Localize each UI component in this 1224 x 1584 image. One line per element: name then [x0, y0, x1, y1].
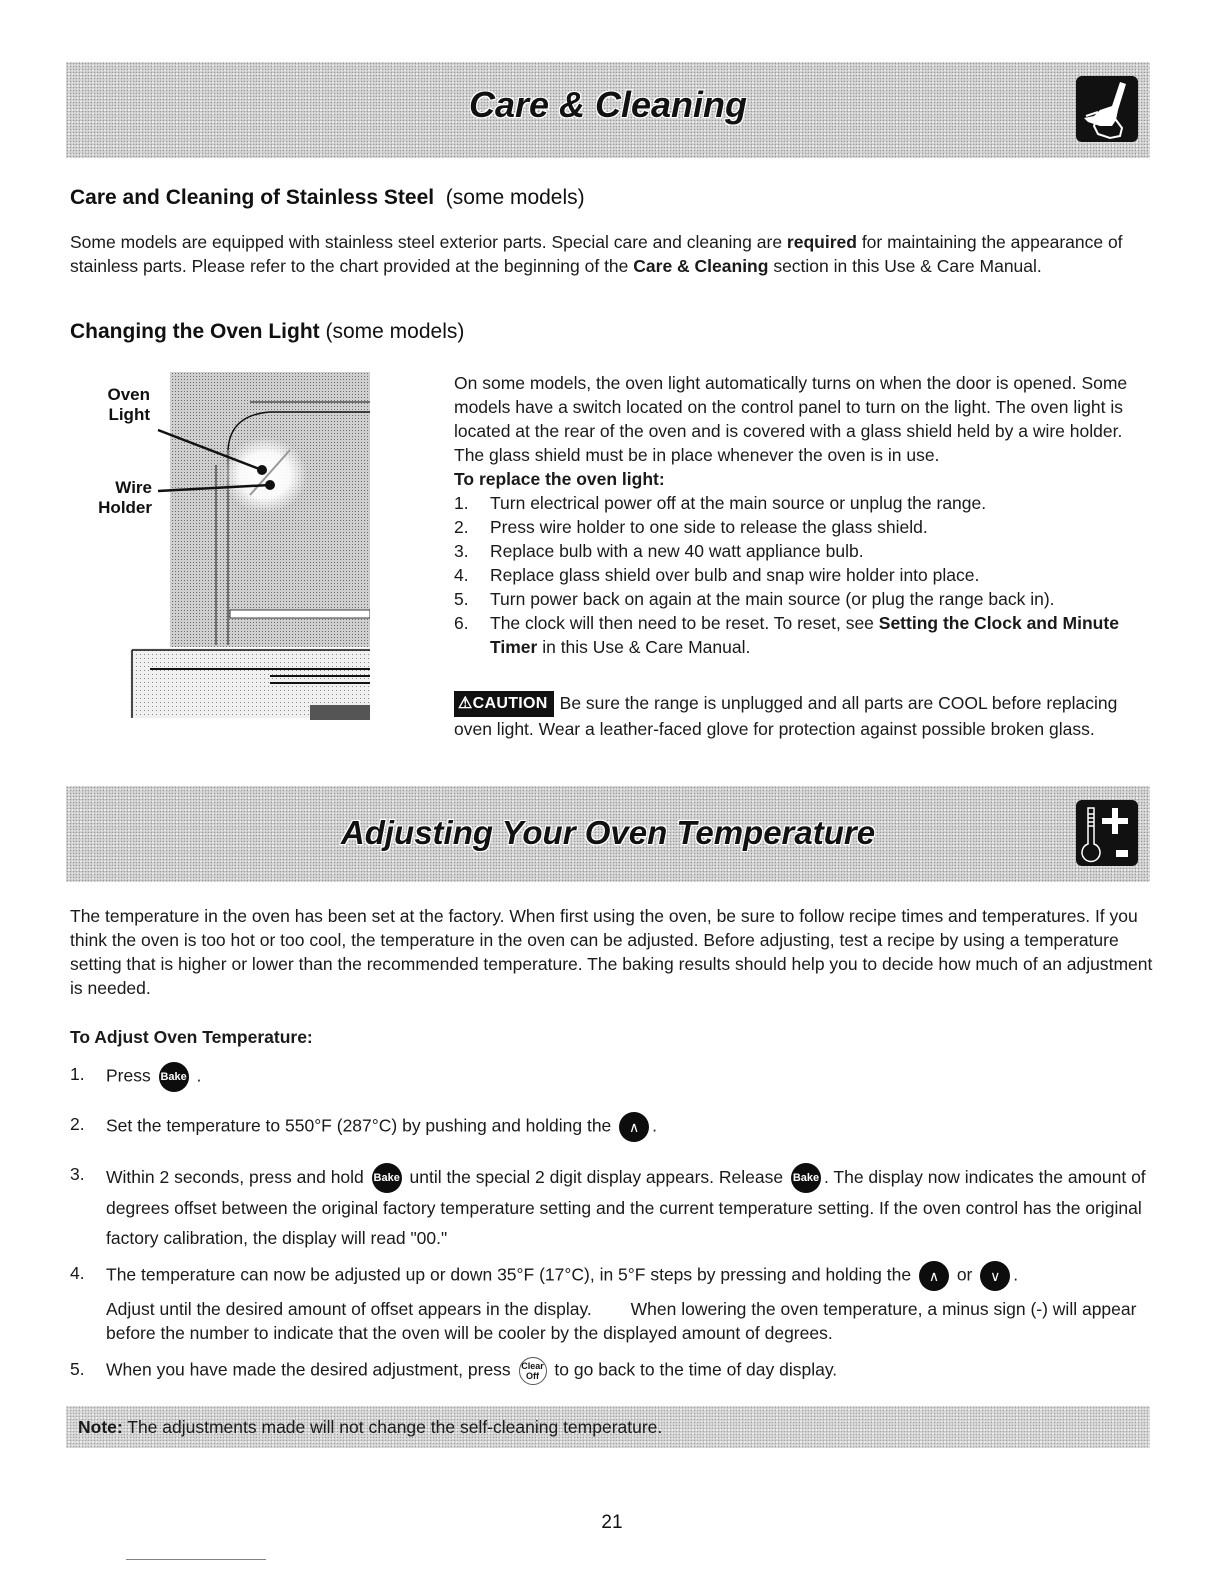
up-arrow-key-icon: ∧ — [919, 1261, 949, 1291]
step-number: 5. — [70, 1359, 85, 1379]
down-arrow-key-icon: ∨ — [980, 1261, 1010, 1291]
text: . — [196, 1065, 202, 1086]
text: Within 2 seconds, press and hold — [106, 1167, 364, 1187]
step-text: Press wire holder to one side to release the glass shield. — [490, 517, 928, 537]
step-item — [454, 491, 1154, 515]
step-number: 2. — [454, 517, 469, 537]
text: . — [1013, 1264, 1019, 1285]
step-text: Replace bulb with a new 40 watt appliance bulb. — [490, 541, 864, 561]
heading-bold: Changing the Oven Light — [70, 320, 320, 343]
step-text: Turn power back on again at the main source (or plug the range back in). — [490, 589, 1055, 609]
bake-key-icon: Bake — [159, 1062, 189, 1092]
adjusting-intro: The temperature in the oven has been set at the factory. When first using the oven, be sure to follow recipe times and temperatures. If you think the oven is too hot or too cool, the temperature in the oven can be adjusted. Before adjusting, test a recipe by using a temperature setting that is higher or lower than the recommended temperature. The baking results should help you to decide how much of an adjustment is needed. — [70, 906, 1153, 998]
step-link-text: Setting the Clock and Minute Timer — [490, 613, 1119, 657]
step-item — [454, 611, 1154, 659]
step-item — [454, 539, 1154, 563]
care-cleaning-title: Care & Cleaning — [468, 84, 748, 125]
text: section in this Use & Care Manual. — [768, 256, 1042, 276]
replace-light-title: To replace the oven light: — [454, 469, 665, 489]
step-text: Replace glass shield over bulb and snap wire holder into place. — [490, 565, 980, 585]
step-text: in this Use & Care Manual. — [537, 637, 751, 657]
step-number: 2. — [70, 1114, 85, 1134]
text: Some models are equipped with stainless steel exterior parts. Special care and cleaning are — [70, 232, 787, 252]
heading-qualifier: (some models) — [325, 320, 465, 343]
step-number: 5. — [454, 589, 469, 609]
adjusting-temperature-banner — [66, 786, 1150, 882]
step-text — [106, 1112, 1154, 1142]
text: Set the temperature to 550°F (287°C) by pushing and holding the — [106, 1115, 612, 1136]
bake-key-icon: Bake — [791, 1163, 821, 1193]
text: until the special 2 digit display appears. Release — [409, 1167, 784, 1187]
oven-light-label: Oven Light — [107, 385, 150, 424]
oven-light-intro: On some models, the oven light automatically turns on when the door is opened. Some models have a switch located on the control panel to turn on the light. The oven light is located at the rear of the oven and is covered with a glass shield held by a wire holder. The glass shield must be in place whenever the oven is in use. — [454, 373, 1128, 465]
step-item — [454, 587, 1154, 611]
text: The temperature can now be adjusted up or down 35°F (17°C), in 5°F steps by pressing and holding the — [106, 1264, 912, 1285]
text: Adjust until the desired amount of offset appears in the display. When lowering the oven temperature, a minus sign (-) will appear before the number to indicate that the oven will be cooler by the displayed amount of degrees. — [106, 1299, 1142, 1343]
stainless-steel-paragraph — [70, 230, 1154, 278]
wire-holder-label: Wire Holder — [98, 478, 152, 517]
step-text — [106, 1261, 1154, 1345]
thermometer-plus-minus-icon — [1076, 800, 1138, 866]
text: to go back to the time of day display. — [554, 1359, 838, 1380]
stainless-steel-heading — [70, 186, 585, 210]
step-number: 1. — [454, 493, 469, 513]
step-number: 4. — [454, 565, 469, 585]
step-text: Turn electrical power off at the main source or unplug the range. — [490, 493, 987, 513]
heading-bold: Care and Cleaning of Stainless Steel — [70, 186, 435, 209]
bold-text: required — [786, 232, 857, 252]
text: Press — [106, 1065, 151, 1086]
clear-label: Clear — [521, 1361, 544, 1371]
caution-label: CAUTION — [472, 695, 548, 712]
step-text: The clock will then need to be reset. To reset, see — [490, 613, 879, 633]
note-box — [66, 1406, 1150, 1448]
up-arrow-key-icon: ∧ — [619, 1112, 649, 1142]
footer-divider — [126, 1559, 266, 1560]
adjust-steps-title: To Adjust Oven Temperature: — [70, 1027, 313, 1047]
oven-light-heading — [70, 320, 464, 344]
note-text: The adjustments made will not change the self-cleaning temperature. — [122, 1417, 663, 1437]
clear-off-key-icon — [519, 1357, 547, 1385]
bake-key-icon: Bake — [372, 1163, 402, 1193]
step-number: 1. — [70, 1064, 85, 1084]
step-number: 6. — [454, 613, 469, 633]
note-label: Note: — [78, 1417, 123, 1437]
adjusting-temperature-title: Adjusting Your Oven Temperature — [340, 814, 876, 851]
off-label: Off — [526, 1371, 540, 1381]
text: When you have made the desired adjustment, press — [106, 1359, 511, 1380]
text: or — [956, 1264, 973, 1285]
text: for maintaining the appearance of stainless parts. Please refer to the chart provided at the beginning of the — [70, 232, 1123, 276]
step-text — [106, 1162, 1154, 1253]
care-cleaning-banner — [66, 62, 1150, 158]
page-number: 21 — [601, 1512, 623, 1533]
oven-light-illustration — [100, 370, 370, 725]
step-item — [454, 563, 1154, 587]
replace-light-steps — [454, 491, 1154, 659]
step-number: 4. — [70, 1263, 85, 1283]
caution-text: Be sure the range is unplugged and all parts are COOL before replacing oven light. Wear a leather-faced glove for protection against possible broken glass. — [454, 693, 1118, 739]
step-item — [454, 515, 1154, 539]
step-text — [106, 1357, 1154, 1385]
caution-block — [454, 691, 1154, 741]
text: . The display now indicates the amount of degrees offset between the original factory temperature setting and the current temperature setting. If the oven control has the original factory calibration, the display will read "00." — [106, 1167, 1146, 1249]
heading-qualifier: (some models) — [445, 186, 585, 209]
step-text — [106, 1062, 1154, 1092]
warning-triangle-icon: ⚠ — [458, 695, 473, 712]
caution-badge — [454, 691, 554, 717]
step-number: 3. — [70, 1164, 85, 1184]
text: . — [652, 1115, 658, 1136]
hand-cleaning-icon — [1076, 76, 1138, 142]
bold-text: Care & Cleaning — [633, 256, 769, 276]
step-number: 3. — [454, 541, 469, 561]
